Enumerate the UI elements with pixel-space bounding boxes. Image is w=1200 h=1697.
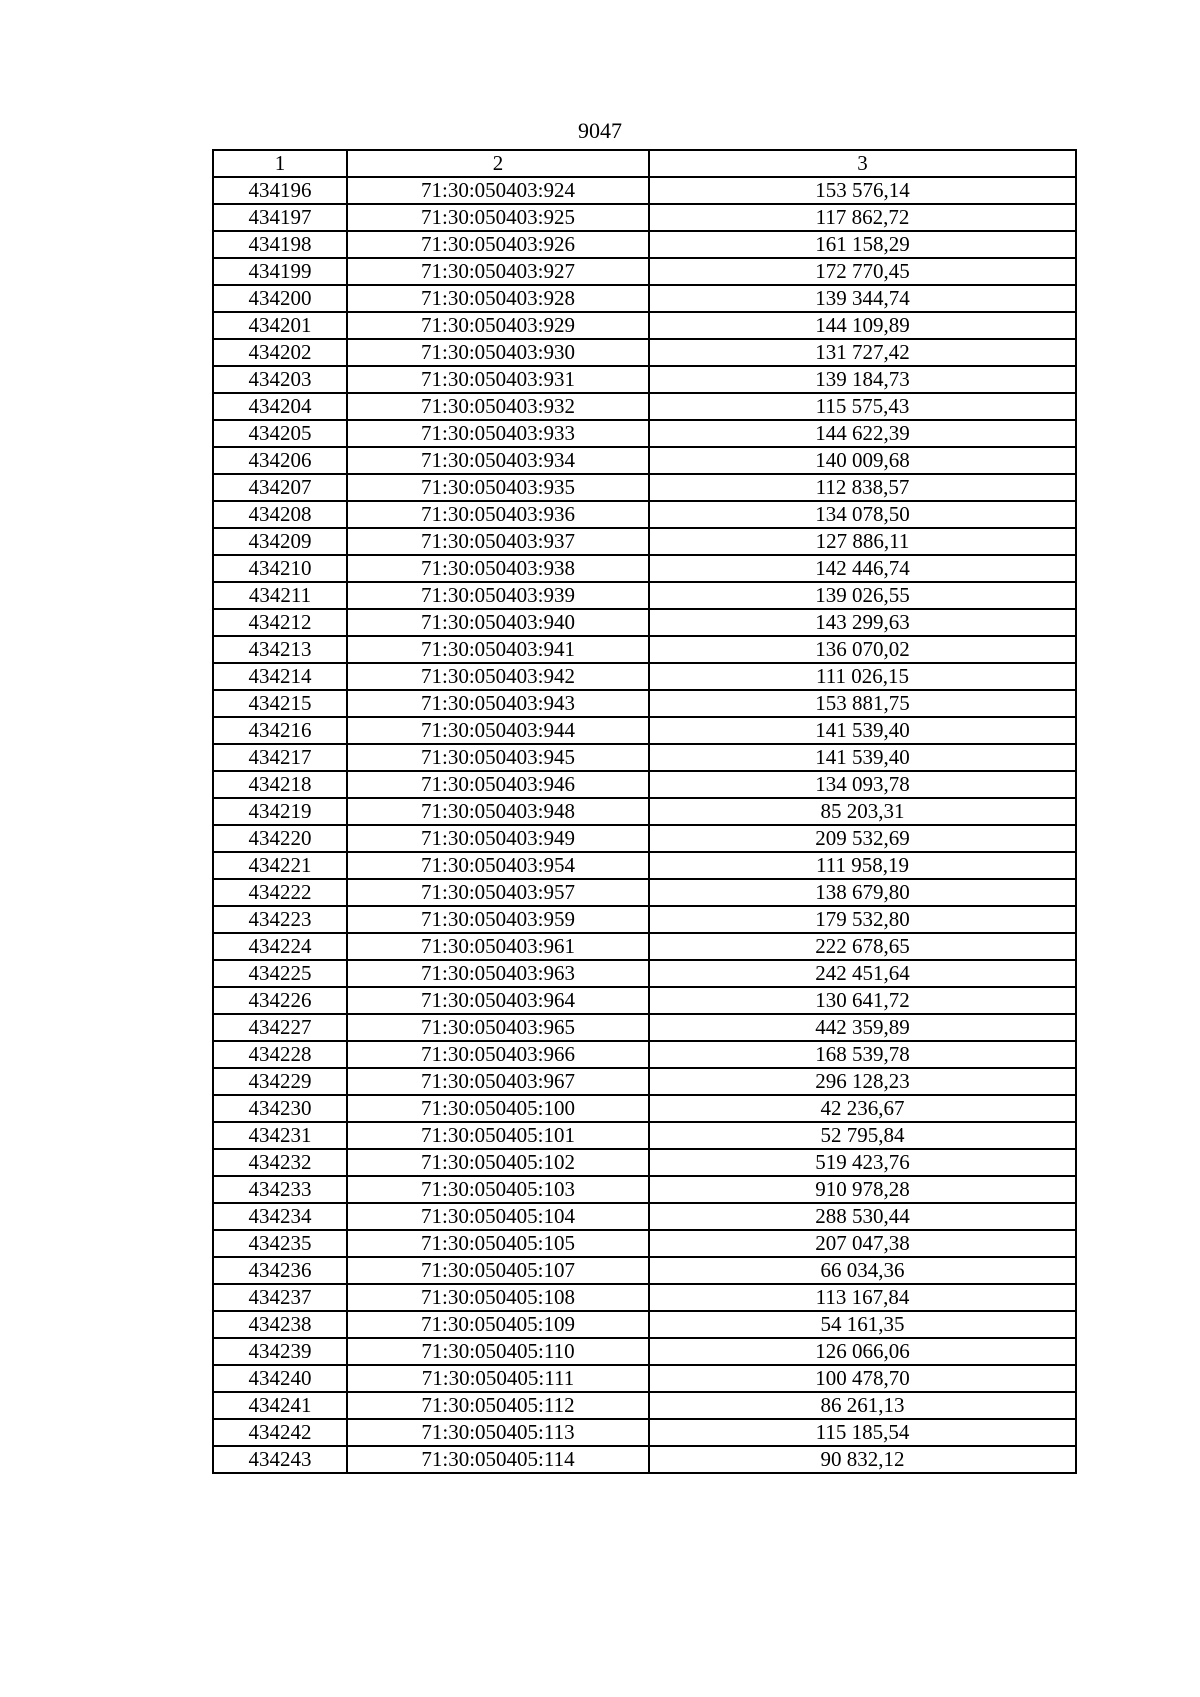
row-number-cell: 434242 xyxy=(213,1419,347,1446)
cadastral-number-cell: 71:30:050403:939 xyxy=(347,582,649,609)
table-row xyxy=(213,663,1076,690)
row-number-cell: 434219 xyxy=(213,798,347,825)
value-cell: 161 158,29 xyxy=(649,231,1076,258)
value-cell: 111 958,19 xyxy=(649,852,1076,879)
table-row xyxy=(213,1338,1076,1365)
value-cell: 519 423,76 xyxy=(649,1149,1076,1176)
table-row xyxy=(213,1284,1076,1311)
value-cell: 126 066,06 xyxy=(649,1338,1076,1365)
cadastral-number-cell: 71:30:050403:944 xyxy=(347,717,649,744)
table-row xyxy=(213,1365,1076,1392)
table-row xyxy=(213,501,1076,528)
value-cell: 153 881,75 xyxy=(649,690,1076,717)
cadastral-number-cell: 71:30:050403:935 xyxy=(347,474,649,501)
row-number-cell: 434234 xyxy=(213,1203,347,1230)
table-header xyxy=(213,150,1076,177)
row-number-cell: 434206 xyxy=(213,447,347,474)
row-number-cell: 434226 xyxy=(213,987,347,1014)
cadastral-number-cell: 71:30:050403:936 xyxy=(347,501,649,528)
row-number-cell: 434203 xyxy=(213,366,347,393)
row-number-cell: 434220 xyxy=(213,825,347,852)
value-cell: 207 047,38 xyxy=(649,1230,1076,1257)
table-row xyxy=(213,1176,1076,1203)
cadastral-number-cell: 71:30:050403:949 xyxy=(347,825,649,852)
table-row xyxy=(213,879,1076,906)
cadastral-number-cell: 71:30:050403:942 xyxy=(347,663,649,690)
value-cell: 127 886,11 xyxy=(649,528,1076,555)
cadastral-number-cell: 71:30:050403:930 xyxy=(347,339,649,366)
cadastral-number-cell: 71:30:050405:102 xyxy=(347,1149,649,1176)
row-number-cell: 434199 xyxy=(213,258,347,285)
row-number-cell: 434215 xyxy=(213,690,347,717)
row-number-cell: 434238 xyxy=(213,1311,347,1338)
value-cell: 140 009,68 xyxy=(649,447,1076,474)
value-cell: 172 770,45 xyxy=(649,258,1076,285)
cadastral-number-cell: 71:30:050403:929 xyxy=(347,312,649,339)
cadastral-number-cell: 71:30:050405:103 xyxy=(347,1176,649,1203)
table-row xyxy=(213,1446,1076,1473)
table-row xyxy=(213,825,1076,852)
row-number-cell: 434210 xyxy=(213,555,347,582)
row-number-cell: 434214 xyxy=(213,663,347,690)
cadastral-number-cell: 71:30:050403:957 xyxy=(347,879,649,906)
cadastral-number-cell: 71:30:050405:113 xyxy=(347,1419,649,1446)
row-number-cell: 434236 xyxy=(213,1257,347,1284)
cadastral-number-cell: 71:30:050403:963 xyxy=(347,960,649,987)
value-cell: 296 128,23 xyxy=(649,1068,1076,1095)
row-number-cell: 434205 xyxy=(213,420,347,447)
row-number-cell: 434229 xyxy=(213,1068,347,1095)
row-number-cell: 434225 xyxy=(213,960,347,987)
value-cell: 136 070,02 xyxy=(649,636,1076,663)
value-cell: 442 359,89 xyxy=(649,1014,1076,1041)
header-col-3: 3 xyxy=(649,150,1076,177)
cadastral-number-cell: 71:30:050403:932 xyxy=(347,393,649,420)
value-cell: 144 622,39 xyxy=(649,420,1076,447)
table-row xyxy=(213,717,1076,744)
registry-table xyxy=(212,149,1077,1474)
table-row xyxy=(213,1419,1076,1446)
cadastral-number-cell: 71:30:050405:101 xyxy=(347,1122,649,1149)
value-cell: 54 161,35 xyxy=(649,1311,1076,1338)
cadastral-number-cell: 71:30:050403:948 xyxy=(347,798,649,825)
table-row xyxy=(213,1392,1076,1419)
cadastral-number-cell: 71:30:050403:954 xyxy=(347,852,649,879)
cadastral-number-cell: 71:30:050403:965 xyxy=(347,1014,649,1041)
cadastral-number-cell: 71:30:050403:964 xyxy=(347,987,649,1014)
table-row xyxy=(213,474,1076,501)
cadastral-number-cell: 71:30:050405:109 xyxy=(347,1311,649,1338)
table-row xyxy=(213,960,1076,987)
row-number-cell: 434241 xyxy=(213,1392,347,1419)
row-number-cell: 434197 xyxy=(213,204,347,231)
table-body xyxy=(213,177,1076,1473)
table-row xyxy=(213,339,1076,366)
cadastral-number-cell: 71:30:050403:959 xyxy=(347,906,649,933)
table-row xyxy=(213,258,1076,285)
table-row xyxy=(213,852,1076,879)
row-number-cell: 434243 xyxy=(213,1446,347,1473)
row-number-cell: 434218 xyxy=(213,771,347,798)
row-number-cell: 434224 xyxy=(213,933,347,960)
table-row xyxy=(213,420,1076,447)
value-cell: 134 093,78 xyxy=(649,771,1076,798)
value-cell: 141 539,40 xyxy=(649,717,1076,744)
table-row xyxy=(213,231,1076,258)
cadastral-number-cell: 71:30:050403:926 xyxy=(347,231,649,258)
table-row xyxy=(213,1230,1076,1257)
cadastral-number-cell: 71:30:050403:941 xyxy=(347,636,649,663)
row-number-cell: 434208 xyxy=(213,501,347,528)
cadastral-number-cell: 71:30:050405:107 xyxy=(347,1257,649,1284)
table-row xyxy=(213,528,1076,555)
table-row xyxy=(213,609,1076,636)
cadastral-number-cell: 71:30:050403:967 xyxy=(347,1068,649,1095)
cadastral-number-cell: 71:30:050403:937 xyxy=(347,528,649,555)
cadastral-number-cell: 71:30:050403:961 xyxy=(347,933,649,960)
table-row xyxy=(213,1041,1076,1068)
value-cell: 222 678,65 xyxy=(649,933,1076,960)
row-number-cell: 434198 xyxy=(213,231,347,258)
value-cell: 288 530,44 xyxy=(649,1203,1076,1230)
value-cell: 144 109,89 xyxy=(649,312,1076,339)
value-cell: 131 727,42 xyxy=(649,339,1076,366)
cadastral-number-cell: 71:30:050403:924 xyxy=(347,177,649,204)
value-cell: 143 299,63 xyxy=(649,609,1076,636)
value-cell: 115 185,54 xyxy=(649,1419,1076,1446)
cadastral-number-cell: 71:30:050405:110 xyxy=(347,1338,649,1365)
row-number-cell: 434230 xyxy=(213,1095,347,1122)
table-row xyxy=(213,204,1076,231)
table-row xyxy=(213,285,1076,312)
cadastral-number-cell: 71:30:050403:931 xyxy=(347,366,649,393)
table-row xyxy=(213,177,1076,204)
cadastral-number-cell: 71:30:050403:945 xyxy=(347,744,649,771)
table-row xyxy=(213,771,1076,798)
row-number-cell: 434235 xyxy=(213,1230,347,1257)
value-cell: 52 795,84 xyxy=(649,1122,1076,1149)
cadastral-number-cell: 71:30:050403:938 xyxy=(347,555,649,582)
row-number-cell: 434239 xyxy=(213,1338,347,1365)
table-row xyxy=(213,1257,1076,1284)
cadastral-number-cell: 71:30:050405:114 xyxy=(347,1446,649,1473)
table-row xyxy=(213,366,1076,393)
table-row xyxy=(213,582,1076,609)
cadastral-number-cell: 71:30:050403:927 xyxy=(347,258,649,285)
value-cell: 179 532,80 xyxy=(649,906,1076,933)
row-number-cell: 434196 xyxy=(213,177,347,204)
table-row xyxy=(213,987,1076,1014)
row-number-cell: 434213 xyxy=(213,636,347,663)
table-row xyxy=(213,798,1076,825)
table-row xyxy=(213,1122,1076,1149)
cadastral-number-cell: 71:30:050403:925 xyxy=(347,204,649,231)
cadastral-number-cell: 71:30:050403:928 xyxy=(347,285,649,312)
table-row xyxy=(213,393,1076,420)
cadastral-number-cell: 71:30:050405:105 xyxy=(347,1230,649,1257)
value-cell: 112 838,57 xyxy=(649,474,1076,501)
row-number-cell: 434237 xyxy=(213,1284,347,1311)
table-row xyxy=(213,312,1076,339)
cadastral-number-cell: 71:30:050405:108 xyxy=(347,1284,649,1311)
value-cell: 66 034,36 xyxy=(649,1257,1076,1284)
row-number-cell: 434216 xyxy=(213,717,347,744)
row-number-cell: 434202 xyxy=(213,339,347,366)
value-cell: 85 203,31 xyxy=(649,798,1076,825)
value-cell: 168 539,78 xyxy=(649,1041,1076,1068)
row-number-cell: 434211 xyxy=(213,582,347,609)
row-number-cell: 434223 xyxy=(213,906,347,933)
cadastral-number-cell: 71:30:050403:934 xyxy=(347,447,649,474)
table-row xyxy=(213,555,1076,582)
row-number-cell: 434233 xyxy=(213,1176,347,1203)
value-cell: 115 575,43 xyxy=(649,393,1076,420)
cadastral-number-cell: 71:30:050403:943 xyxy=(347,690,649,717)
row-number-cell: 434200 xyxy=(213,285,347,312)
value-cell: 141 539,40 xyxy=(649,744,1076,771)
table-row xyxy=(213,1311,1076,1338)
header-row xyxy=(213,150,1076,177)
value-cell: 138 679,80 xyxy=(649,879,1076,906)
row-number-cell: 434207 xyxy=(213,474,347,501)
value-cell: 111 026,15 xyxy=(649,663,1076,690)
cadastral-number-cell: 71:30:050405:104 xyxy=(347,1203,649,1230)
row-number-cell: 434201 xyxy=(213,312,347,339)
table-row xyxy=(213,744,1076,771)
table-row xyxy=(213,636,1076,663)
value-cell: 153 576,14 xyxy=(649,177,1076,204)
row-number-cell: 434227 xyxy=(213,1014,347,1041)
value-cell: 139 184,73 xyxy=(649,366,1076,393)
row-number-cell: 434209 xyxy=(213,528,347,555)
table-row xyxy=(213,933,1076,960)
row-number-cell: 434228 xyxy=(213,1041,347,1068)
cadastral-number-cell: 71:30:050403:946 xyxy=(347,771,649,798)
value-cell: 42 236,67 xyxy=(649,1095,1076,1122)
table-row xyxy=(213,906,1076,933)
value-cell: 117 862,72 xyxy=(649,204,1076,231)
value-cell: 113 167,84 xyxy=(649,1284,1076,1311)
value-cell: 100 478,70 xyxy=(649,1365,1076,1392)
cadastral-number-cell: 71:30:050405:111 xyxy=(347,1365,649,1392)
row-number-cell: 434212 xyxy=(213,609,347,636)
row-number-cell: 434240 xyxy=(213,1365,347,1392)
row-number-cell: 434231 xyxy=(213,1122,347,1149)
value-cell: 86 261,13 xyxy=(649,1392,1076,1419)
table-row xyxy=(213,447,1076,474)
table-row xyxy=(213,1149,1076,1176)
row-number-cell: 434217 xyxy=(213,744,347,771)
row-number-cell: 434221 xyxy=(213,852,347,879)
value-cell: 130 641,72 xyxy=(649,987,1076,1014)
value-cell: 242 451,64 xyxy=(649,960,1076,987)
value-cell: 139 344,74 xyxy=(649,285,1076,312)
header-col-1: 1 xyxy=(213,150,347,177)
row-number-cell: 434222 xyxy=(213,879,347,906)
page-number: 9047 xyxy=(578,118,622,143)
table-row xyxy=(213,1203,1076,1230)
value-cell: 139 026,55 xyxy=(649,582,1076,609)
value-cell: 134 078,50 xyxy=(649,501,1076,528)
value-cell: 910 978,28 xyxy=(649,1176,1076,1203)
cadastral-number-cell: 71:30:050405:112 xyxy=(347,1392,649,1419)
table-row xyxy=(213,1095,1076,1122)
table-row xyxy=(213,690,1076,717)
table-row xyxy=(213,1014,1076,1041)
row-number-cell: 434204 xyxy=(213,393,347,420)
value-cell: 209 532,69 xyxy=(649,825,1076,852)
cadastral-number-cell: 71:30:050403:966 xyxy=(347,1041,649,1068)
table-row xyxy=(213,1068,1076,1095)
cadastral-number-cell: 71:30:050403:940 xyxy=(347,609,649,636)
header-col-2: 2 xyxy=(347,150,649,177)
value-cell: 90 832,12 xyxy=(649,1446,1076,1473)
value-cell: 142 446,74 xyxy=(649,555,1076,582)
cadastral-number-cell: 71:30:050403:933 xyxy=(347,420,649,447)
row-number-cell: 434232 xyxy=(213,1149,347,1176)
cadastral-number-cell: 71:30:050405:100 xyxy=(347,1095,649,1122)
